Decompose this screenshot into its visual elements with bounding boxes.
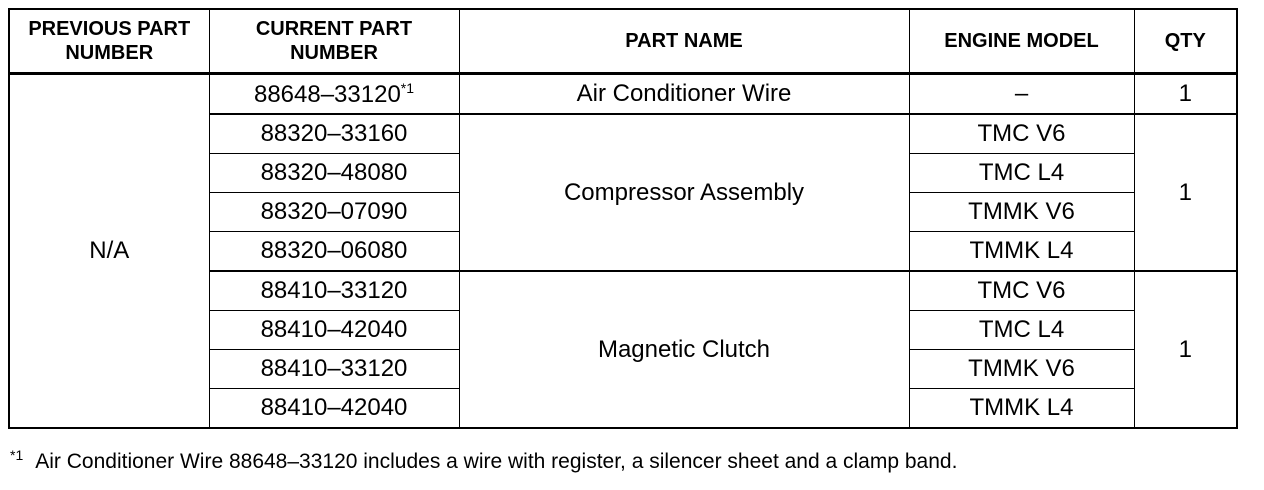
engine-model-cell: – [909, 74, 1134, 115]
footnote [10, 447, 957, 474]
header-row [9, 9, 1237, 74]
engine-model-cell: TMMK L4 [909, 232, 1134, 272]
qty-cell: 1 [1134, 271, 1237, 428]
part-number-cell: 88410–33120 [209, 350, 459, 389]
part-number-cell: 88320–07090 [209, 193, 459, 232]
engine-model-cell: TMC L4 [909, 154, 1134, 193]
table-row [9, 74, 1237, 115]
qty-cell: 1 [1134, 74, 1237, 115]
previous-part-number-cell: N/A [9, 74, 209, 429]
part-number-text: 88648–33120 [253, 80, 401, 108]
qty-cell: 1 [1134, 114, 1237, 271]
engine-model-cell: TMMK L4 [909, 389, 1134, 429]
engine-model-cell: TMMK V6 [909, 193, 1134, 232]
footnote-marker: *1 [400, 79, 415, 96]
parts-table [8, 8, 1238, 429]
part-number-cell [209, 74, 459, 115]
part-number-cell: 88410–33120 [209, 271, 459, 311]
footnote-marker: *1 [10, 447, 24, 463]
header-current-part-number: CURRENT PART NUMBER [209, 9, 459, 74]
part-name-cell: Air Conditioner Wire [459, 74, 909, 115]
engine-model-cell: TMMK V6 [909, 350, 1134, 389]
part-number-cell: 88410–42040 [209, 389, 459, 429]
header-engine-model: ENGINE MODEL [909, 9, 1134, 74]
part-number-cell: 88320–06080 [209, 232, 459, 272]
part-number-cell: 88320–48080 [209, 154, 459, 193]
header-previous-part-number: PREVIOUS PART NUMBER [9, 9, 209, 74]
engine-model-cell: TMC V6 [909, 271, 1134, 311]
part-name-cell: Magnetic Clutch [459, 271, 909, 428]
footnote-text: Air Conditioner Wire 88648–33120 includes a wire with register, a silencer sheet and a clamp band. [35, 450, 958, 473]
part-name-cell: Compressor Assembly [459, 114, 909, 271]
part-number-cell: 88410–42040 [209, 311, 459, 350]
engine-model-cell: TMC V6 [909, 114, 1134, 154]
part-number-cell: 88320–33160 [209, 114, 459, 154]
header-qty: QTY [1134, 9, 1237, 74]
engine-model-cell: TMC L4 [909, 311, 1134, 350]
header-part-name: PART NAME [459, 9, 909, 74]
